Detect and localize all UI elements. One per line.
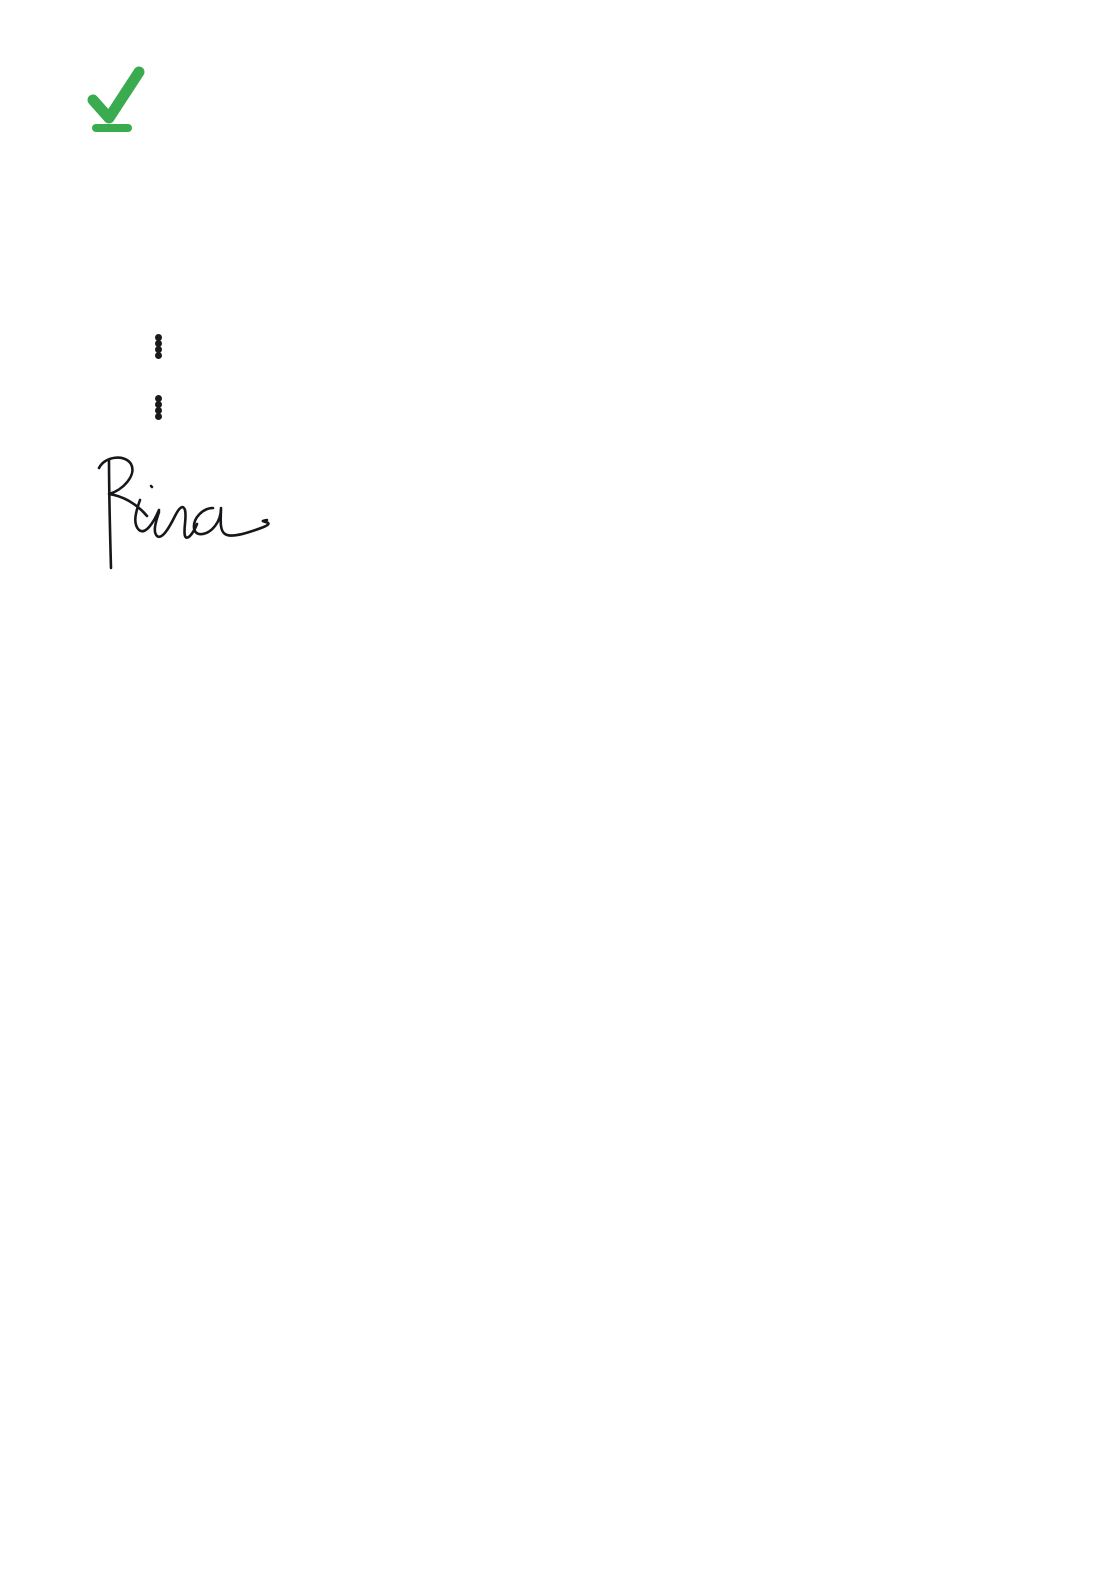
document-title-block — [0, 208, 1117, 217]
footer-address-block — [85, 1516, 89, 1541]
document-header — [85, 52, 1035, 148]
signer-details-list — [85, 321, 985, 345]
footer-phone — [85, 1516, 89, 1541]
green-check-logo-icon — [85, 64, 147, 136]
mekari-sign-logo — [85, 64, 161, 136]
document-body — [85, 288, 985, 580]
document-footer — [85, 1516, 1035, 1541]
list-item — [179, 339, 985, 345]
list-item — [179, 400, 985, 406]
handwritten-signature-rina — [85, 442, 425, 572]
subject-details-list — [85, 382, 985, 406]
